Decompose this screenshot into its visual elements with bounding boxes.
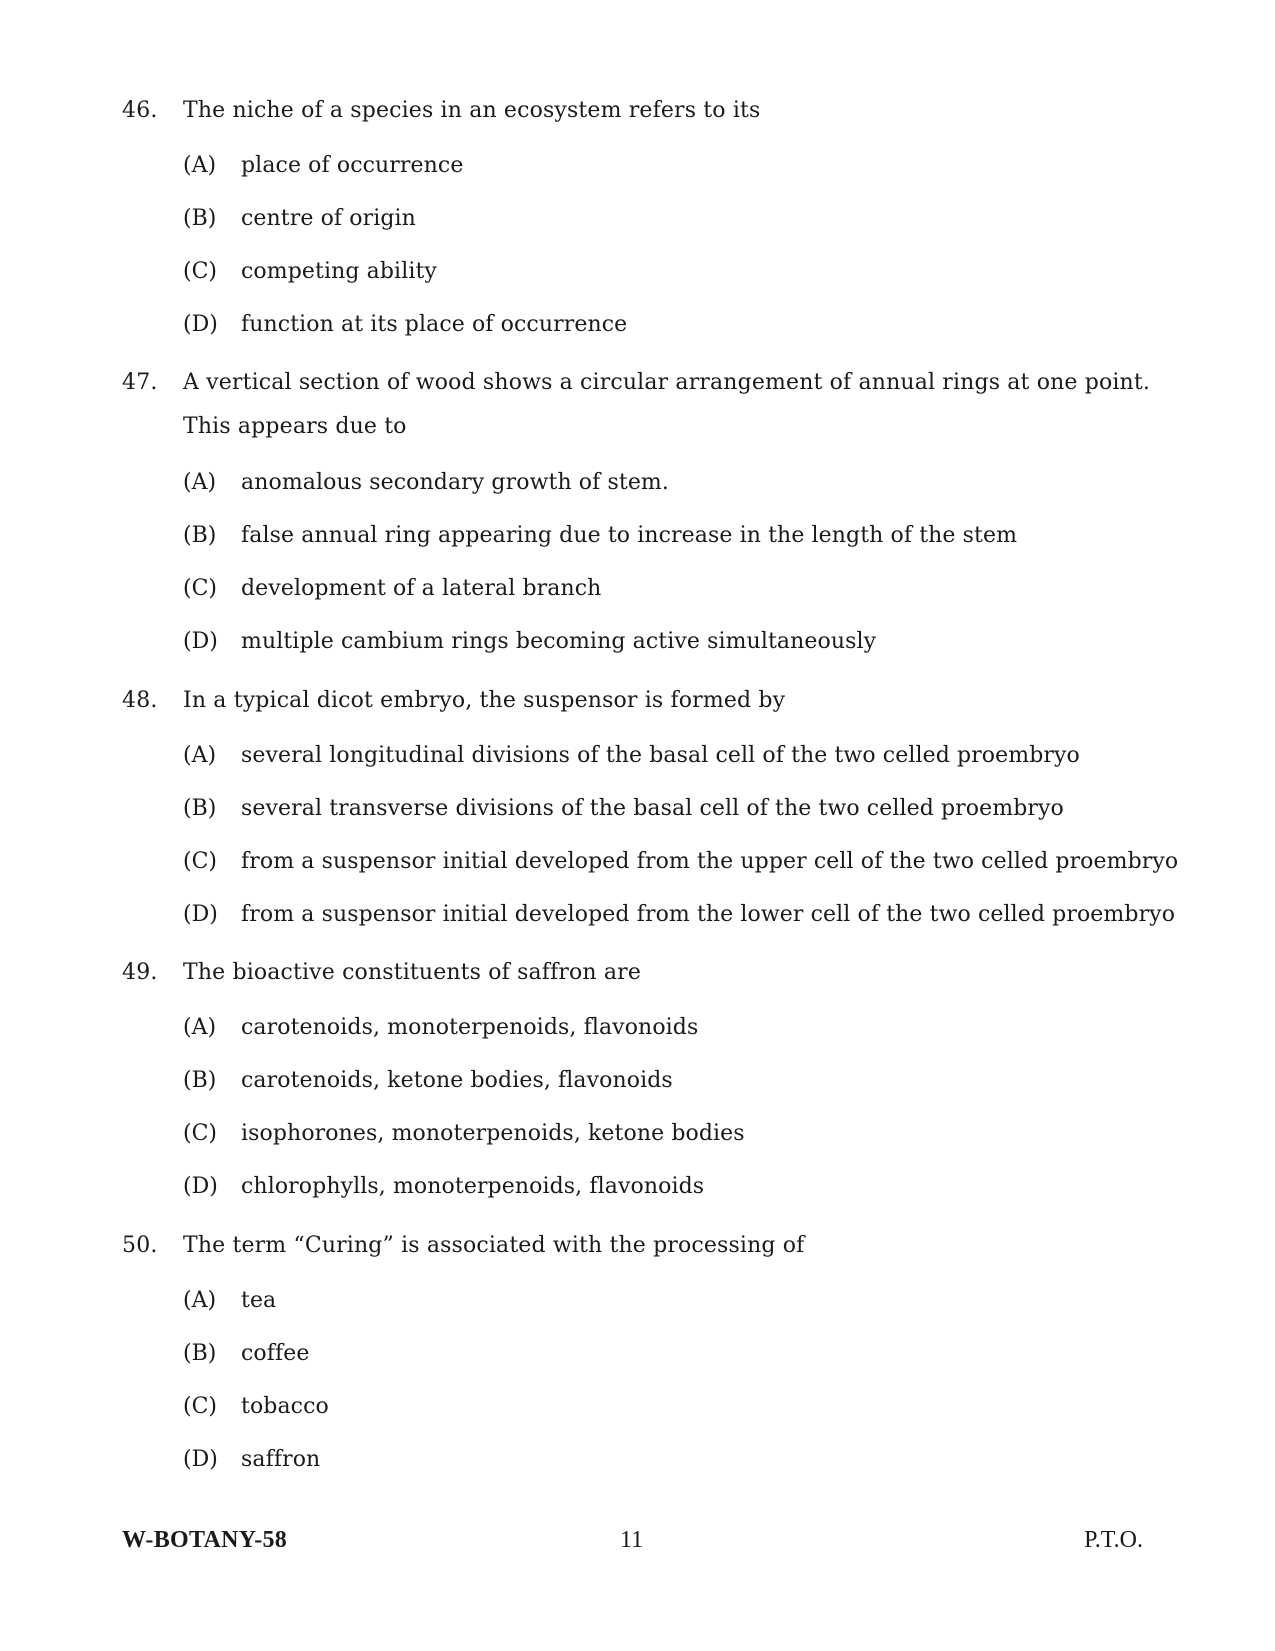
option-c: [0, 1387, 1275, 1427]
question-number: 48.: [122, 688, 158, 713]
option-label: (A): [183, 1288, 217, 1313]
option-b: [0, 516, 1275, 556]
option-text: carotenoids, monoterpenoids, flavonoids: [241, 1015, 699, 1040]
page-number: 11: [620, 1527, 644, 1553]
option-b: [0, 789, 1275, 829]
page-footer: [0, 1520, 1275, 1560]
option-c: [0, 569, 1275, 609]
option-label: (D): [183, 1447, 218, 1472]
option-text: tobacco: [241, 1394, 329, 1419]
option-text: centre of origin: [241, 206, 416, 231]
paper-code: W-BOTANY-58: [122, 1527, 288, 1553]
option-label: (D): [183, 902, 218, 927]
question-number: 50.: [122, 1233, 158, 1258]
option-text: multiple cambium rings becoming active simultaneously: [241, 629, 877, 654]
question-text: The niche of a species in an ecosystem refers to its: [183, 98, 761, 123]
option-label: (B): [183, 796, 217, 821]
option-text: saffron: [241, 1447, 321, 1472]
option-text: several longitudinal divisions of the basal cell of the two celled proembryo: [241, 743, 1080, 768]
option-a: [0, 1008, 1275, 1048]
option-a: [0, 1281, 1275, 1321]
question-number: 46.: [122, 98, 158, 123]
option-text: tea: [241, 1288, 277, 1313]
option-text: false annual ring appearing due to increase in the length of the stem: [241, 523, 1018, 548]
option-d: [0, 1440, 1275, 1480]
option-text: carotenoids, ketone bodies, flavonoids: [241, 1068, 673, 1093]
option-label: (C): [183, 259, 217, 284]
question-text: A vertical section of wood shows a circular arrangement of annual rings at one point. This appears due to: [183, 370, 1150, 439]
option-text: several transverse divisions of the basal cell of the two celled proembryo: [241, 796, 1064, 821]
option-b: [0, 1061, 1275, 1101]
option-b: [0, 1334, 1275, 1374]
option-c: [0, 252, 1275, 292]
option-label: (D): [183, 312, 218, 337]
option-a: [0, 463, 1275, 503]
option-d: [0, 895, 1275, 935]
option-label: (A): [183, 470, 217, 495]
question-text: In a typical dicot embryo, the suspensor is formed by: [183, 688, 786, 713]
question-number: 47.: [122, 370, 158, 395]
question-text: The bioactive constituents of saffron are: [183, 960, 641, 985]
option-label: (A): [183, 1015, 217, 1040]
option-text: function at its place of occurrence: [241, 312, 628, 337]
option-label: (B): [183, 1068, 217, 1093]
option-d: [0, 305, 1275, 345]
option-a: [0, 736, 1275, 776]
option-text: isophorones, monoterpenoids, ketone bodies: [241, 1121, 745, 1146]
option-label: (C): [183, 1121, 217, 1146]
option-c: [0, 842, 1275, 882]
option-text: competing ability: [241, 259, 437, 284]
option-text: chlorophylls, monoterpenoids, flavonoids: [241, 1174, 705, 1199]
option-text: anomalous secondary growth of stem.: [241, 470, 669, 495]
option-label: (B): [183, 206, 217, 231]
option-text: coffee: [241, 1341, 310, 1366]
option-label: (D): [183, 1174, 218, 1199]
option-text: from a suspensor initial developed from the upper cell of the two celled proembryo: [241, 849, 1179, 874]
option-text: development of a lateral branch: [241, 576, 602, 601]
pto-label: P.T.O.: [1084, 1527, 1143, 1553]
option-d: [0, 1167, 1275, 1207]
question-number: 49.: [122, 960, 158, 985]
option-label: (C): [183, 576, 217, 601]
option-a: [0, 146, 1275, 186]
option-label: (B): [183, 523, 217, 548]
option-label: (C): [183, 849, 217, 874]
question-text: The term “Curing” is associated with the processing of: [183, 1233, 805, 1258]
option-d: [0, 622, 1275, 662]
option-label: (D): [183, 629, 218, 654]
option-b: [0, 199, 1275, 239]
option-label: (A): [183, 153, 217, 178]
option-label: (A): [183, 743, 217, 768]
option-text: place of occurrence: [241, 153, 464, 178]
option-c: [0, 1114, 1275, 1154]
option-text: from a suspensor initial developed from the lower cell of the two celled proembryo: [241, 902, 1176, 927]
option-label: (B): [183, 1341, 217, 1366]
option-label: (C): [183, 1394, 217, 1419]
